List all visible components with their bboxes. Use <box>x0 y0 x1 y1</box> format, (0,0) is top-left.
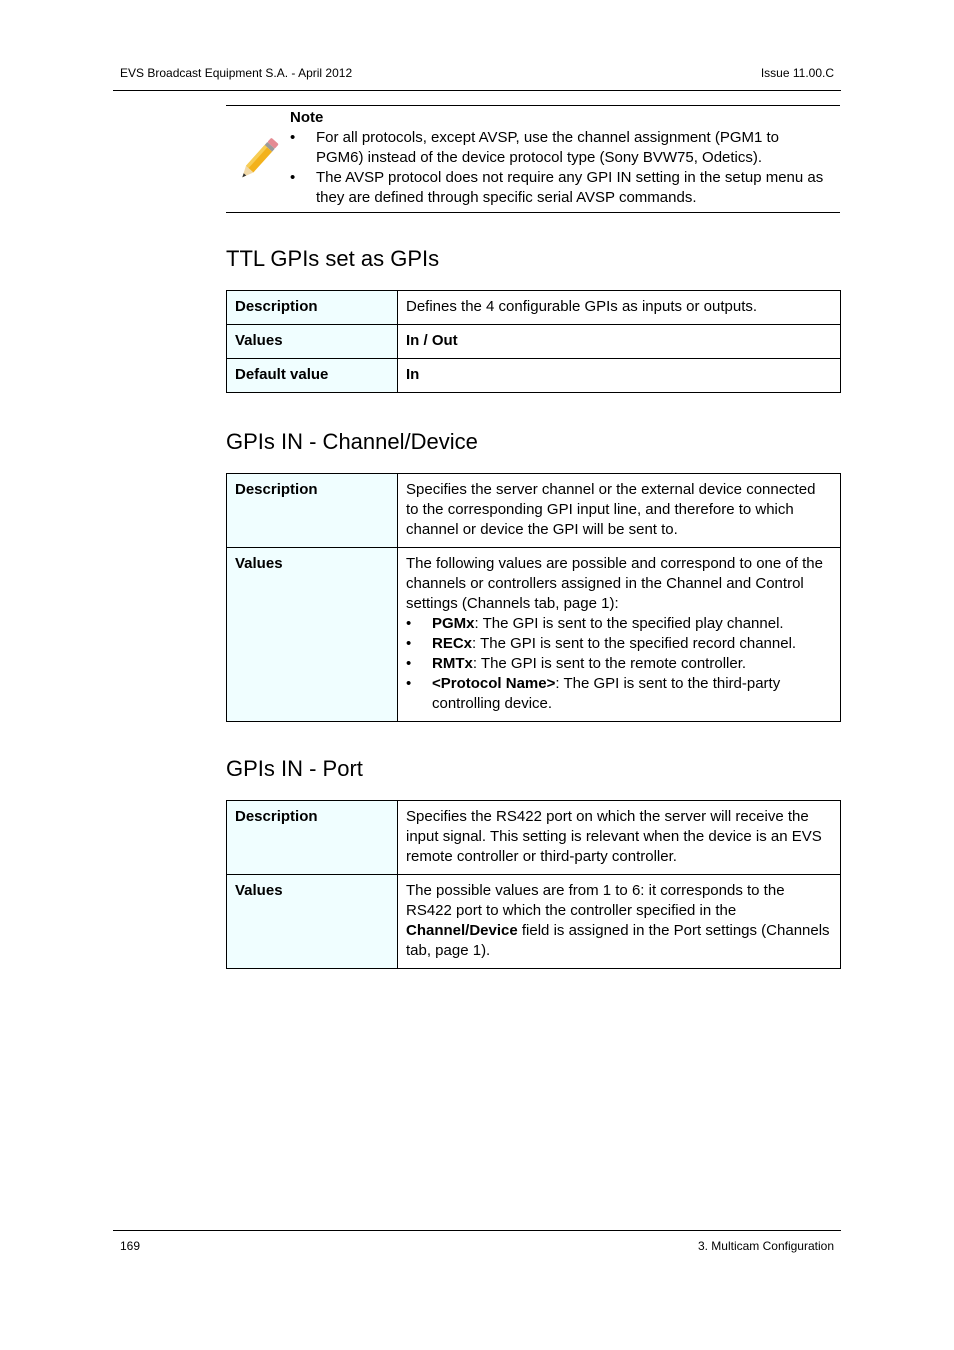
table-row <box>227 801 841 875</box>
value-term: <Protocol Name> <box>432 675 556 692</box>
table-row <box>227 359 841 393</box>
bullet: • <box>406 635 412 652</box>
value-term: Channel/Device <box>406 922 518 939</box>
list-item <box>406 614 832 634</box>
note-list <box>290 128 830 208</box>
ttl-gpis-table <box>226 290 841 393</box>
page-header <box>113 62 841 91</box>
list-item <box>406 654 832 674</box>
row-value: In <box>398 359 841 393</box>
row-value: Specifies the RS422 port on which the server will receive the input signal. This setting is relevant when the device is an EVS remote controller or third-party controller. <box>398 801 841 875</box>
row-value <box>398 548 841 722</box>
bullet: • <box>290 129 296 146</box>
note-item <box>290 168 830 208</box>
list-item <box>406 634 832 654</box>
row-value: In / Out <box>398 325 841 359</box>
gpis-in-channel-device-table <box>226 473 841 722</box>
note-item-text: The AVSP protocol does not require any GPI IN setting in the setup menu as they are defined through specific serial AVSP commands. <box>316 169 824 206</box>
table-row <box>227 875 841 969</box>
row-value: Specifies the server channel or the external device connected to the corresponding GPI input line, and therefore to which channel or device the GPI will be sent to. <box>398 474 841 548</box>
section-heading-gpis-in-port: GPIs IN - Port <box>226 756 363 781</box>
pencil-icon <box>232 136 282 186</box>
bullet: • <box>290 169 296 186</box>
row-key: Description <box>227 291 398 325</box>
header-publisher: EVS Broadcast Equipment S.A. - April 2012 <box>120 66 353 80</box>
value-text: The possible values are from 1 to 6: it corresponds to the RS422 port to which the controller specified in the <box>406 882 785 919</box>
bullet: • <box>406 655 412 672</box>
row-key: Values <box>227 325 398 359</box>
value-text: : The GPI is sent to the third-party controlling device. <box>432 675 781 712</box>
list-item <box>406 674 832 714</box>
value-text: : The GPI is sent to the specified play channel. <box>474 615 784 632</box>
row-key: Values <box>227 548 398 722</box>
gpis-in-port-table <box>226 800 841 969</box>
table-row <box>227 548 841 722</box>
bullet: • <box>406 615 412 632</box>
chapter-title: 3. Multicam Configuration <box>697 1239 834 1253</box>
bullet: • <box>406 675 412 692</box>
note-item-text: For all protocols, except AVSP, use the channel assignment (PGM1 to PGM6) instead of the device protocol type (Sony BVW75, Odetics). <box>316 129 780 166</box>
value-term: RMTx <box>432 655 473 672</box>
table-row <box>227 474 841 548</box>
row-key: Description <box>227 801 398 875</box>
page-number: 169 <box>120 1239 141 1253</box>
row-key: Default value <box>227 359 398 393</box>
row-value <box>398 875 841 969</box>
values-list <box>406 614 832 714</box>
section-heading-ttl-gpis: TTL GPIs set as GPIs <box>226 246 440 271</box>
value-text: : The GPI is sent to the remote controller. <box>472 655 747 672</box>
page-footer <box>113 1230 841 1253</box>
section-heading-gpis-in-channel-device: GPIs IN - Channel/Device <box>226 429 478 454</box>
note-title: Note <box>290 109 324 126</box>
header-issue: Issue 11.00.C <box>760 66 834 80</box>
note-item <box>290 128 830 168</box>
row-value: Defines the 4 configurable GPIs as inputs or outputs. <box>398 291 841 325</box>
note-box <box>226 105 840 213</box>
row-key: Values <box>227 875 398 969</box>
row-key: Description <box>227 474 398 548</box>
table-row <box>227 291 841 325</box>
value-text: : The GPI is sent to the specified record channel. <box>472 635 797 652</box>
value-term: PGMx <box>432 615 475 632</box>
values-intro: The following values are possible and correspond to one of the channels or controllers assigned in the Channel and Control settings (Channels tab, page 1): <box>406 555 823 612</box>
table-row <box>227 325 841 359</box>
value-term: RECx <box>432 635 473 652</box>
value-text: field is assigned in the Port settings (Channels tab, page 1). <box>406 922 830 959</box>
